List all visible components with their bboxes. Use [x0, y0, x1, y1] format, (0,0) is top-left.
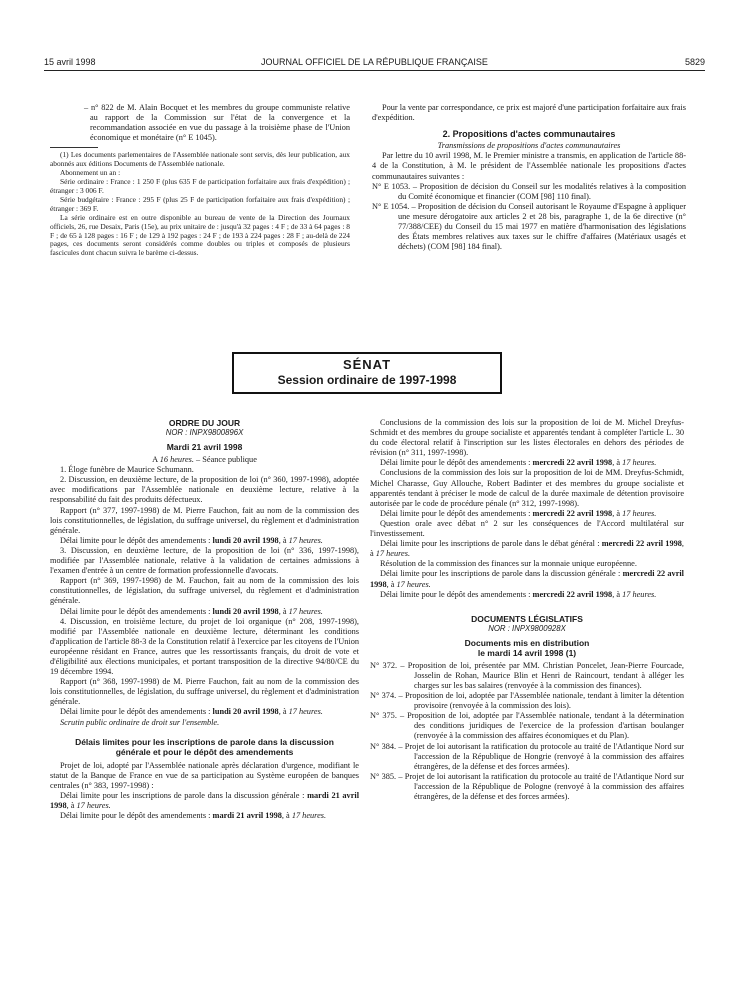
page-header [44, 57, 705, 69]
section-subheading [372, 141, 686, 151]
public-vote-text: Scrutin public ordinaire de droit sur l'ensemble. [60, 717, 220, 727]
senat-title-box [232, 352, 502, 394]
agenda-nor [50, 428, 359, 438]
finance-resolution-amendments-deadline [370, 590, 684, 600]
deadline-date: mercredi 22 avril 1998 [532, 458, 613, 468]
header-date: 15 avril 1998 [44, 57, 96, 67]
agenda-item-3-report: Rapport (n° 369, 1997-1998) de M. Fauchon, fait au nom de la commission des lois constitutionnelles, de législation, du suffrage universel, du règlement et d'administration générale. [50, 576, 359, 606]
bank-bill-speakers-deadline [50, 791, 359, 811]
document-372: N° 372. – Proposition de loi, présentée par MM. Christian Poncelet, Jean-Pierre Fourcade, Josselin de Rohan, Maurice Blin et Henri de Raincourt, tendant à alléger les charges sur les bas salaires (renvoyée à la commission des finances). [370, 660, 684, 690]
deadline-text: Délai limite pour le dépôt des amendements : [60, 811, 213, 821]
deadlines-heading: Délais limites pour les inscriptions de parole dans la discussion générale et pour le dépôt des amendements [75, 736, 334, 757]
deadline-date: mercredi 22 avril 1998 [532, 508, 613, 518]
footnote-1: (1) Les documents parlementaires de l'Assemblée nationale sont servis, dès leur publication, aux abonnés aux éditions Documents de l'Assemblée nationale. [50, 150, 350, 169]
electoral-code-deadline [370, 458, 684, 468]
page-number: 5829 [684, 57, 705, 67]
docs-nor-text: NOR : INPX9800928X [488, 623, 566, 633]
conclusions-detention: Conclusions de la commission des lois sur la proposition de loi de MM. Dreyfus-Schmidt, Michel Charasse, Guy Allouche, Robert Badinter et des membres du groupe socialiste et apparentés tendant à préciser le mode de calcul de la durée maximale de détention provisoire autorisée par le code de procédure pénale (n° 312, 1997-1998). [370, 468, 684, 508]
distribution-heading-line2: le mardi 14 avril 1998 (1) [477, 647, 577, 658]
oral-question-deadline [370, 539, 684, 559]
conclusions-electoral-code: Conclusions de la commission des lois sur la proposition de loi de M. Michel Dreyfus-Schmidt et des membres du groupe socialiste et apparentés tendant à compléter l'article L. 30 du code électoral relatif à l'inscription sur les listes électorales en dehors des périodes de révision (n° 311, 1997-1998). [370, 418, 684, 458]
agenda-day: Mardi 21 avril 1998 [166, 442, 243, 453]
deadline-sep: , à [278, 707, 289, 717]
deadline-text: Délai limite pour le dépôt des amendements : [60, 606, 213, 616]
deadline-hour: 17 heures. [288, 535, 323, 545]
deadline-text: Délai limite pour le dépôt des amendements : [380, 458, 533, 468]
right-bottom-column [370, 418, 684, 802]
deadline-hour: 17 heures. [375, 549, 411, 559]
journal-title: JOURNAL OFFICIEL DE LA RÉPUBLIQUE FRANÇAISE [261, 57, 488, 67]
deadline-date: mardi 21 avril 1998 [212, 811, 282, 821]
deadline-sep: , à [612, 589, 623, 599]
deadline-date: lundi 20 avril 1998 [212, 707, 279, 717]
agenda-item-2-report: Rapport (n° 377, 1997-1998) de M. Pierre Fauchon, fait au nom de la commission des lois constitutionnelles, de législation, du suffrage universel, du règlement et d'administration générale. [50, 505, 359, 535]
document-384: N° 384. – Projet de loi autorisant la ratification du protocole au traité de l'Atlantique Nord sur l'accession de la République de Hongrie (renvoyé à la commission des affaires étrangères, de la défense et des forces armées). [370, 741, 684, 771]
deadline-sep: , à [281, 811, 292, 821]
act-e1054: N° E 1054. – Proposition de décision du Conseil autorisant le Royaume d'Espagne à appliquer une mesure dérogatoire aux articles 2 et 28 bis, paragraphe 1, de la 6e directive (n° 77/388/CEE) du Conseil du 15 mai 1977 en matière d'harmonisation des législations des États membres relatives aux taxes sur le chiffre d'affaires (Matériaux usagés et déchets) (COM [98] 184 final). [372, 201, 686, 252]
shipping-note: Pour la vente par correspondance, ce prix est majoré d'une participation forfaitaire aux frais d'expédition. [372, 103, 686, 123]
header-rule [44, 70, 705, 71]
time-prefix: A [152, 455, 160, 465]
deadline-hour: 17 heures. [291, 811, 327, 821]
left-bottom-column [50, 418, 359, 821]
deadline-text: Délai limite pour les inscriptions de parole dans la discussion générale : [60, 790, 308, 800]
time-hour: 16 heures. [159, 455, 194, 465]
deadline-date: mercredi 22 avril 1998 [532, 589, 613, 599]
subheading-text: Transmissions de propositions d'actes communautaires [437, 141, 621, 151]
deadline-text: Délai limite pour le dépôt des amendements : [60, 535, 213, 545]
deadline-hour: 17 heures. [76, 801, 111, 810]
document-385: N° 385. – Projet de loi autorisant la ratification du protocole au traité de l'Atlantique Nord sur l'accession de la République de Pologne (renvoyé à la commission des affaires étrangères, de la défense et des forces armées). [370, 771, 684, 801]
deadline-hour: 17 heures. [396, 579, 431, 589]
agenda-item-4-report: Rapport (n° 368, 1997-1998) de M. Pierre Fauchon, fait au nom de la commission des lois constitutionnelles, de législation, du suffrage universel, du règlement et d'administration générale. [50, 677, 359, 707]
deadline-hour: 17 heures. [288, 606, 323, 616]
transmission-paragraph: Par lettre du 10 avril 1998, M. le Premier ministre a transmis, en application de l'article 88-4 de la Constitution, à M. le président de l'Assemblée nationale les propositions d'actes communautaires suivantes : [372, 151, 686, 181]
agenda-item-1: 1. Éloge funèbre de Maurice Schumann. [60, 465, 194, 475]
bank-bill-amendments-deadline [50, 811, 359, 821]
detention-deadline [370, 509, 684, 519]
agenda-item-3: 3. Discussion, en deuxième lecture, de la proposition de loi (n° 336, 1997-1998), modifiée par l'Assemblée nationale, relative à la validation de certaines admissions à l'examen d'entrée à un centre de formation professionnelle d'avocats. [50, 545, 359, 576]
deadline-sep: , à [612, 458, 623, 468]
deadline-hour: 17 heures. [622, 458, 657, 468]
public-vote-note [50, 718, 359, 728]
left-top-column [50, 103, 350, 258]
agenda-time [50, 455, 359, 465]
act-e1053: N° E 1053. – Proposition de décision du Conseil sur les modalités relatives à la composition du Comité économique et financier (COM [98] 110 final). [372, 181, 686, 201]
legislative-documents-nor [370, 624, 684, 634]
agenda-nor-text: NOR : INPX9800896X [165, 428, 244, 437]
deadline-date: mercredi 22 avril 1998 [601, 539, 682, 549]
deadline-sep: , à [66, 801, 77, 810]
agenda-item-3-deadline [50, 607, 359, 617]
distribution-heading [370, 638, 684, 658]
deadline-date: mercredi 22 avril 1998 [370, 569, 684, 589]
deadline-sep: , à [278, 535, 289, 545]
oral-question: Question orale avec débat n° 2 sur les conséquences de l'Accord multilatéral sur l'investissement. [370, 518, 684, 539]
agenda-item-2-deadline [50, 536, 359, 546]
finance-resolution: Résolution de la commission des finances sur la monnaie unique européenne. [380, 559, 637, 569]
deadline-hour: 17 heures. [622, 508, 657, 518]
footnote-separator [50, 147, 98, 148]
deadline-sep: , à [612, 508, 623, 518]
section-heading-community-acts: 2. Propositions d'actes communautaires [442, 129, 616, 140]
deadline-hour: 17 heures. [622, 589, 657, 599]
deadline-text: Délai limite pour le dépôt des amendements : [60, 707, 213, 717]
agenda-item-4: 4. Discussion, en troisième lecture, du projet de loi organique (n° 208, 1997-1998), modifié par l'Assemblée nationale en deuxième lecture, déterminant les conditions d'application de l'article 88-3 de la Constitution relatif à l'exercice par les citoyens de l'Union européenne résidant en France, autres que les ressortissants français, du droit de vote et d'éligibilité aux élections municipales, et portant transposition de la directive 94/80/CE du 19 décembre 1994. [50, 616, 359, 677]
deadline-sep: , à [370, 539, 684, 559]
agenda-title: ORDRE DU JOUR [168, 418, 241, 428]
finance-resolution-speakers-deadline [370, 569, 684, 589]
agenda-item-2: 2. Discussion, en deuxième lecture, de la proposition de loi (n° 360, 1997-1998), adoptée avec modifications par l'Assemblée nationale en deuxième lecture, relative à la responsabilité du fait des produits défectueux. [50, 475, 359, 505]
deadline-date: lundi 20 avril 1998 [212, 535, 279, 545]
agenda-item-4-deadline [50, 707, 359, 717]
deadline-text: Délai limite pour les inscriptions de parole dans la discussion générale : [380, 569, 623, 579]
time-suffix: – Séance publique [193, 455, 257, 465]
document-375: N° 375. – Proposition de loi, adoptée par l'Assemblée nationale, tendant à la détermination des conditions juridiques de l'exercice de la profession d'artisan boulanger (renvoyée à la commission des affaires économiques et du Plan). [370, 711, 684, 741]
document-374: N° 374. – Proposition de loi, adoptée par l'Assemblée nationale, tendant à limiter la détention provisoire (renvoyée à la commission des lois). [370, 691, 684, 711]
distribution-heading-line1: Documents mis en distribution [464, 637, 590, 648]
deadline-hour: 17 heures. [288, 707, 323, 717]
deadline-text: Délai limite pour le dépôt des amendements : [380, 508, 533, 518]
bank-of-france-bill: Projet de loi, adopté par l'Assemblée nationale après déclaration d'urgence, modifiant le statut de la Banque de France en vue de sa participation au Système européen de banques centrales (n° 383, 1997-1998) : [50, 760, 359, 790]
deadline-date: mardi 21 avril 1998 [50, 790, 359, 810]
deadline-date: lundi 20 avril 1998 [212, 606, 279, 616]
deadline-text: Délai limite pour le dépôt des amendements : [380, 589, 533, 599]
footnote-budget-series: Série budgétaire : France : 295 F (plus 25 F de participation forfaitaire aux frais d'expédition) ; étranger : 369 F. [50, 194, 350, 213]
right-top-column [372, 103, 686, 252]
deadline-sep: , à [278, 606, 289, 616]
proposal-822: – n° 822 de M. Alain Bocquet et les membres du groupe communiste relative au rapport de la Commission sur l'état de la convergence et la recommandation associée en vue du passage à la troisième phase de l'Union économique et monétaire (n° E 1045). [84, 103, 350, 143]
footnote-subscription: Abonnement un an : [60, 168, 121, 178]
senat-session: Session ordinaire de 1997-1998 [277, 373, 457, 387]
deadline-text: Délai limite pour les inscriptions de parole dans le débat général : [380, 539, 602, 549]
footnote-ordinary-series: Série ordinaire : France : 1 250 F (plus 635 F de participation forfaitaire aux frais d'expédition) ; étranger : 3 006 F. [50, 177, 350, 195]
footnote-sale-prices: La série ordinaire est en outre disponible au bureau de vente de la Direction des Journaux officiels, 26, rue Desaix, Paris (15e), au prix unitaire de : jusqu'à 32 pages : 4 F ; de 33 à 64 pages : 8 F ; de 65 à 128 pages : 16 F ; de 129 à 192 pages : 24 F ; de 193 à 224 pages : 28 F ; au-delà de 224 pages, ces documents seront considérés comme doubles ou triples et composés de plusieurs fascicules dont chacun suivra le barème ci-dessus. [50, 212, 350, 258]
deadline-sep: , à [386, 579, 397, 589]
legislative-documents-title: DOCUMENTS LÉGISLATIFS [471, 613, 583, 624]
senat-title: SÉNAT [342, 357, 392, 372]
